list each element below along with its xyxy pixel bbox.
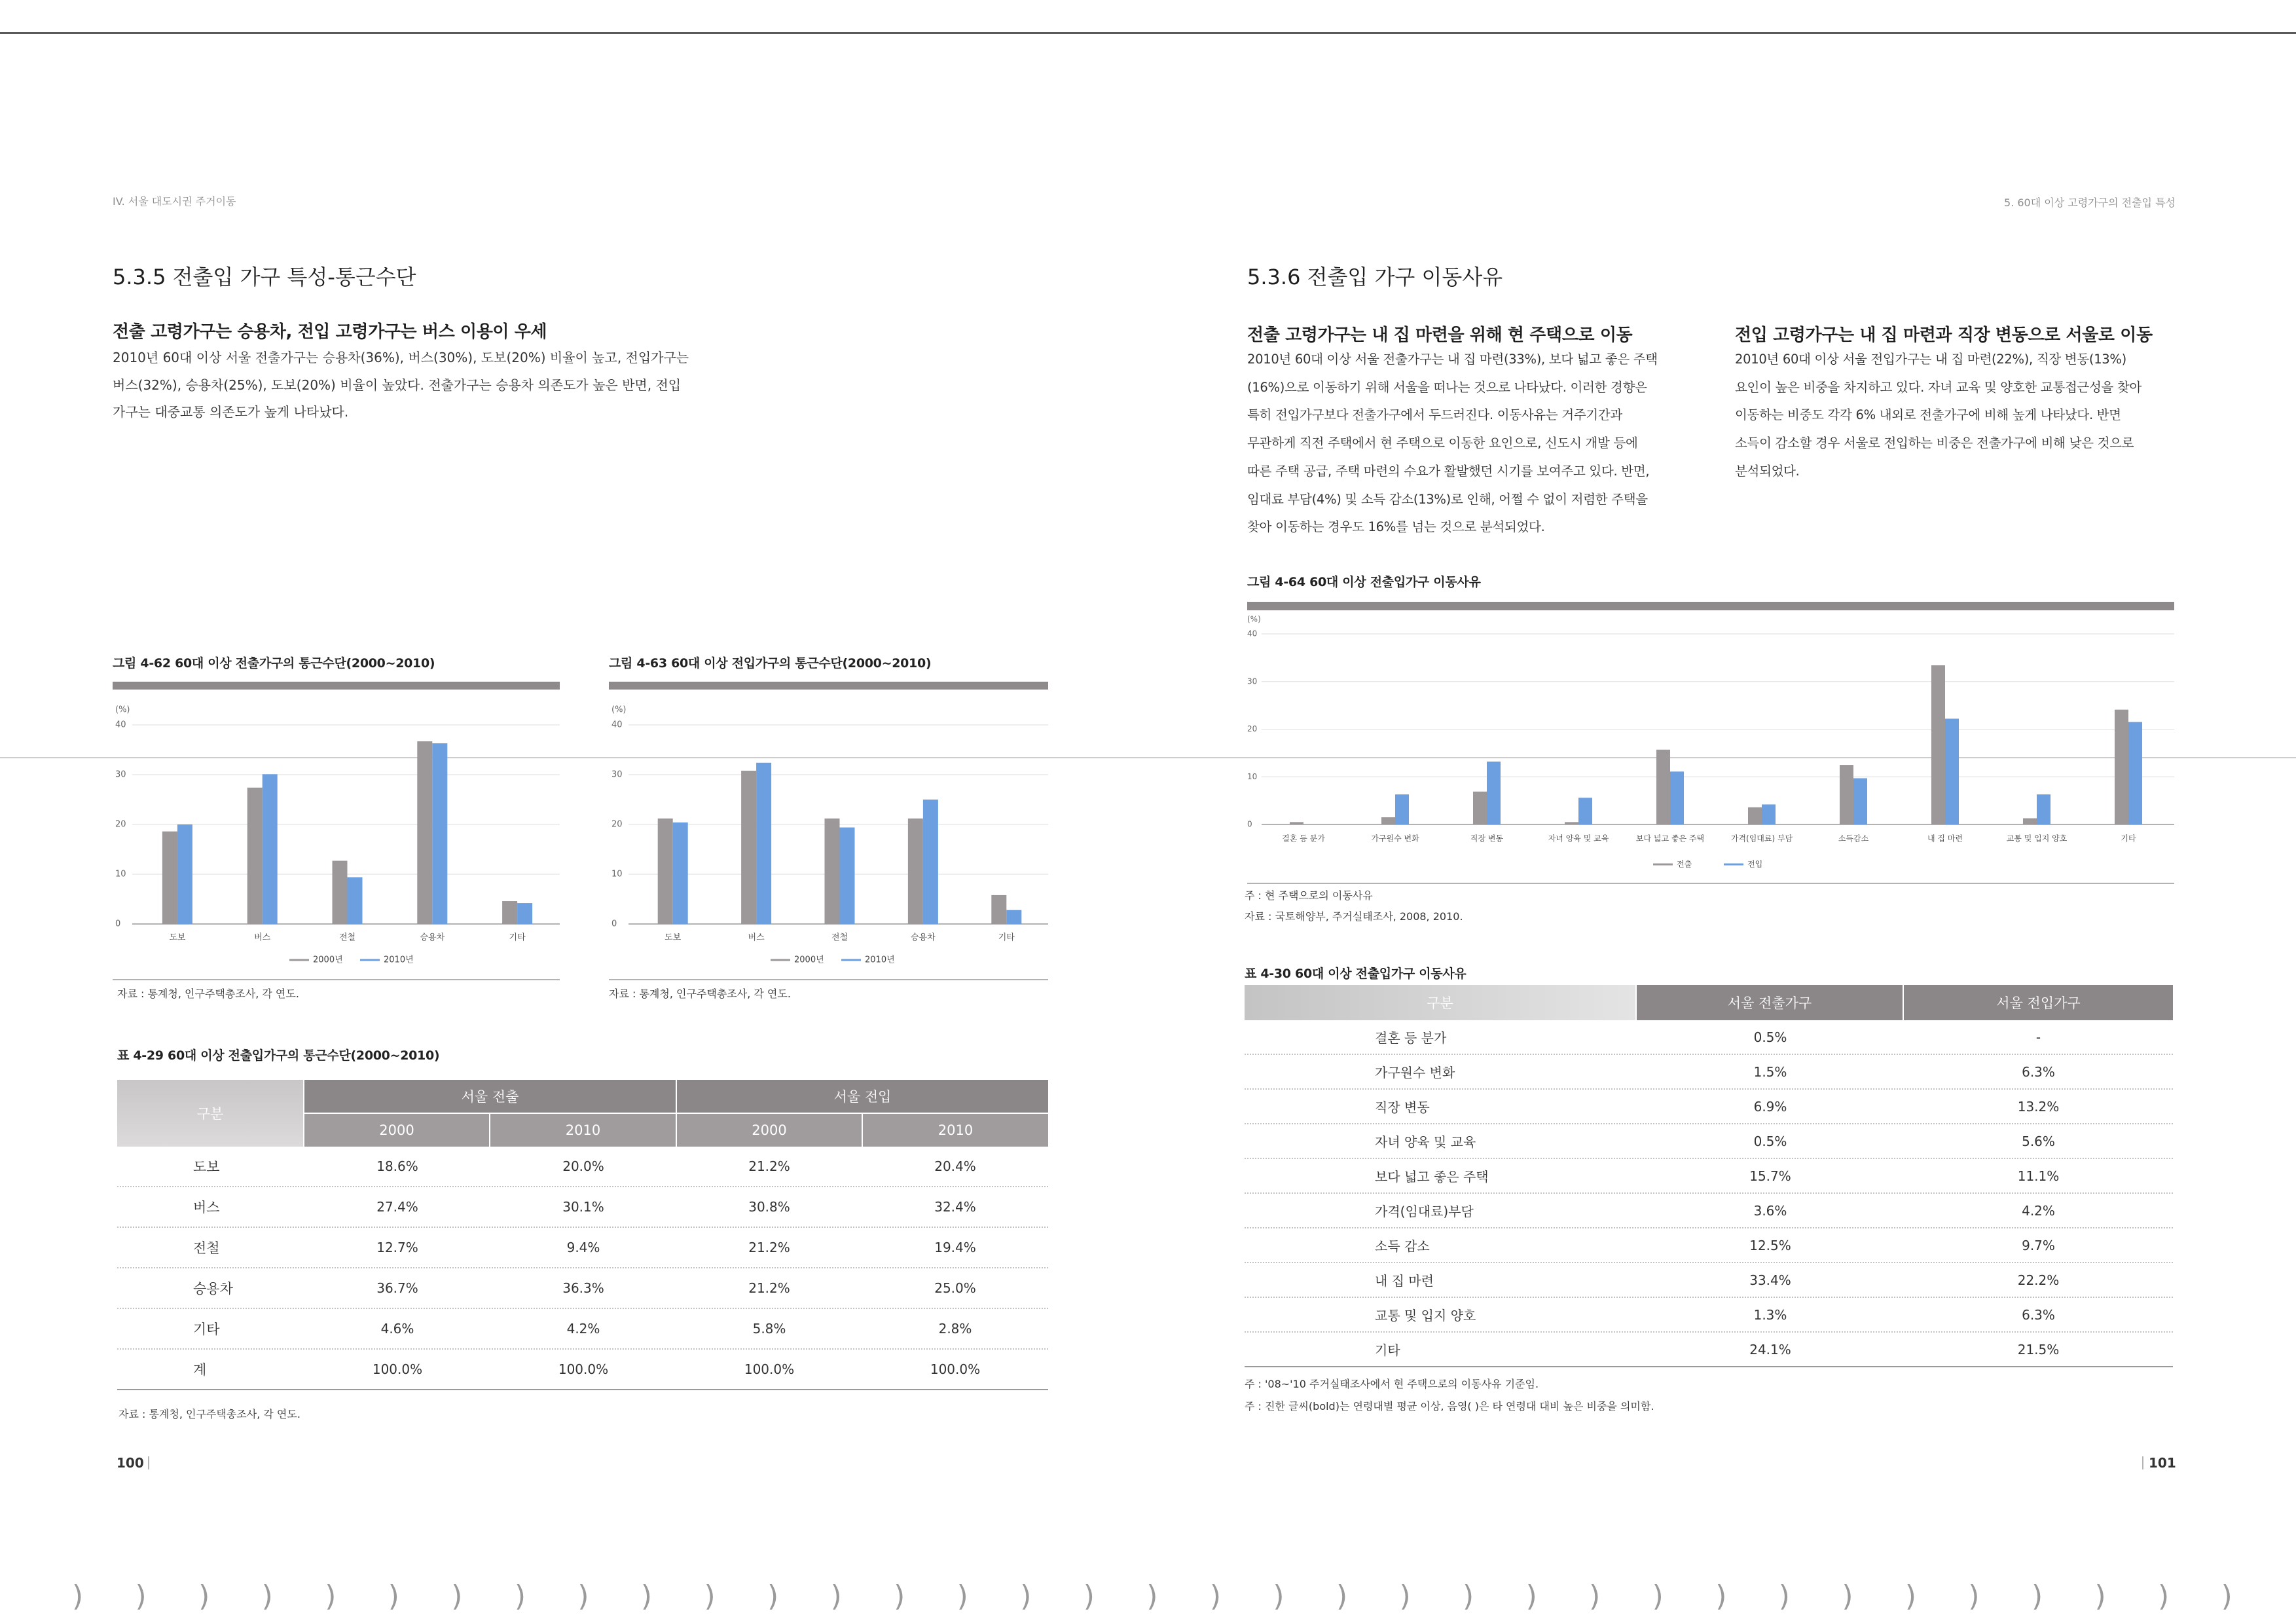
table-cell: 100.0% [558,1361,609,1377]
y-tick-label: 20 [611,819,623,830]
binder-ring-mark: ) [1020,1579,1032,1613]
binder-ring-mark: ) [2158,1579,2170,1613]
figure-header-bar [113,682,560,690]
bar-series1 [658,819,673,924]
table-cell: 100.0% [930,1361,981,1377]
binder-ring-mark: ) [514,1579,526,1613]
x-category-label: 버스 [254,932,271,943]
table-row [1245,1124,2173,1159]
figure-4-63-chart [609,694,1048,980]
table-cell: 32.4% [934,1199,976,1215]
figure-4-63-title: 그림 4-63 60대 이상 전입가구의 통근수단(2000~2010) [609,656,932,671]
bar-series2 [1670,771,1684,824]
figure-4-64-chart [1247,612,2174,884]
table-body [117,1147,1048,1390]
paragraph-line: 따른 주택 공급, 주택 마련의 수요가 활발했던 시기를 보여주고 있다. 반면, [1247,463,1650,479]
y-tick-label: 40 [115,720,126,730]
binder-ring-mark: ) [1083,1579,1095,1613]
table-cell: 4.2% [566,1321,600,1337]
table-row-label: 계 [193,1362,207,1378]
figure-header-bar [609,682,1048,690]
y-tick-label: 40 [611,720,623,730]
bar-series1 [1565,822,1578,824]
bar-series1 [1290,822,1303,824]
x-category-label: 전철 [338,932,356,943]
table-row [1245,1298,2173,1333]
binder-ring-mark: ) [577,1579,589,1613]
binder-ring-mark: ) [135,1579,147,1613]
table-cell: 100.0% [744,1361,795,1377]
table-cell: 0.5% [1753,1029,1787,1045]
table-cell: 20.4% [934,1158,976,1174]
table-row [117,1187,1048,1228]
table-row [1245,1090,2173,1124]
y-tick-label: 30 [115,769,126,780]
x-category-label: 도보 [665,932,682,943]
figure-4-63-source: 자료 : 통계청, 인구주택총조사, 각 연도. [609,987,791,1000]
legend-label: 2000년 [313,955,343,965]
table-cell: 11.1% [2017,1168,2060,1184]
bar-series1 [2115,710,2128,824]
binder-ring-mark: ) [894,1579,905,1613]
table-4-29-title: 표 4-29 60대 이상 전출입가구의 통근수단(2000~2010) [117,1048,440,1063]
paragraph-line: 분석되었다. [1735,463,1800,479]
binder-ring-mark: ) [2031,1579,2043,1613]
paragraph-commute [113,344,689,426]
table-cell: 15.7% [1749,1168,1791,1184]
paragraph-line: 찾아 이동하는 경우도 16%를 넘는 것으로 분석되었다. [1247,519,1545,535]
table-cell: 2.8% [938,1321,972,1337]
binder-ring-mark: ) [640,1579,653,1613]
x-category-label: 기타 [998,932,1015,943]
table-cell: 21.2% [748,1158,790,1174]
paragraph-line: 특히 전입가구보다 전출가구에서 두드러진다. 이동사유는 거주기간과 [1247,407,1622,423]
table-row [1245,1159,2173,1194]
table-row [1245,1228,2173,1263]
table-4-30-note: 주 : '08~'10 주거실태조사에서 현 주택으로의 이동사유 기준임. [1245,1378,1539,1390]
bar-series2 [432,743,447,924]
table-cell: 22.2% [2017,1272,2060,1288]
table-cell: 36.3% [562,1280,604,1296]
binder-ring-mark: ) [198,1579,210,1613]
table-cell: 18.6% [376,1158,418,1174]
table-row-label: 가구원수 변화 [1375,1065,1455,1080]
paragraph-line: 가구는 대중교통 의존도가 높게 나타났다. [113,404,349,420]
bar-series2 [2037,794,2050,824]
table-cell: 21.2% [748,1280,790,1296]
bar-series2 [1395,794,1409,824]
table-4-30 [1245,985,2173,1367]
table-row [1245,1020,2173,1055]
legend-label: 전출 [1677,859,1692,869]
bar-series2 [923,800,938,924]
bar-series2 [1487,762,1501,824]
binder-ring-mark: ) [2094,1579,2106,1613]
table-cell: 13.2% [2017,1098,2060,1115]
bar-series1 [1656,750,1670,824]
figure-header-bar [1247,602,2174,610]
table-header [117,1080,1048,1147]
binder-ring-mark: ) [1715,1579,1727,1613]
y-tick-label: 10 [611,869,623,879]
x-category-label: 기타 [2121,834,2136,843]
table-row [1245,1333,2173,1367]
bar-series2 [263,774,278,924]
table-header-seoul-out: 서울 전출 [304,1080,676,1113]
table-row [117,1268,1048,1309]
table-row [117,1147,1048,1187]
binder-ring-mark: ) [1904,1579,1917,1613]
paragraph-line: 임대료 부담(4%) 및 소득 감소(13%)로 인해, 어쩔 수 없이 저렴한 주택을 [1247,491,1648,507]
table-cell: 6.9% [1753,1098,1787,1115]
x-category-label: 자녀 양육 및 교육 [1548,834,1609,843]
y-tick-label: 30 [1247,676,1258,686]
binder-ring-mark: ) [1968,1579,1980,1613]
binder-ring-mark: ) [1399,1579,1411,1613]
table-cell: 4.2% [2022,1202,2055,1219]
table-cell: 100.0% [372,1361,423,1377]
paragraph-line: 이동하는 비중도 각각 6% 내외로 전출가구에 비해 높게 나타났다. 반면 [1735,407,2121,423]
bar-series1 [247,788,263,924]
y-tick-label: 0 [1247,819,1252,829]
x-category-label: 교통 및 입지 양호 [2006,834,2068,843]
table-body [1245,1020,2173,1367]
y-tick-label: 20 [1247,724,1258,733]
table-cell: 6.3% [2022,1063,2055,1080]
table-cell: 3.6% [1753,1202,1787,1219]
table-cell: 1.3% [1753,1306,1787,1323]
binder-ring-mark: ) [1463,1579,1474,1613]
table-row [117,1350,1048,1390]
table-cell: 36.7% [376,1280,418,1296]
paragraph-line: 소득이 감소할 경우 서울로 전입하는 비중은 전출가구에 비해 낮은 것으로 [1735,435,2134,451]
table-header-seoul-out-households: 서울 전출가구 [1637,985,1903,1020]
binder-ring-mark: ) [957,1579,968,1613]
top-rule [0,32,2296,34]
y-tick-label: 10 [115,869,126,879]
y-tick-label: 30 [611,769,623,780]
table-cell: 19.4% [934,1240,976,1255]
binder-ring-mark: ) [704,1579,716,1613]
bar-series2 [1853,778,1867,824]
y-axis-unit-label: (%) [115,705,130,715]
binder-ring-mark: ) [767,1579,779,1613]
table-cell: 20.0% [562,1158,604,1174]
binder-rings [72,1579,2232,1613]
paragraph-line: 요인이 높은 비중을 차지하고 있다. 자녀 교육 및 양호한 교통접근성을 찾아 [1735,379,2141,395]
paragraph-line: 무관하게 직전 주택에서 현 주택으로 이동한 요인으로, 신도시 개발 등에 [1247,435,1638,451]
table-header-year: 2000 [677,1114,862,1147]
table-cell: 5.8% [752,1321,786,1337]
binder-ring-mark: ) [1842,1579,1853,1613]
section-title-5-3-6: 5.3.6 전출입 가구 이동사유 [1247,265,1503,289]
x-category-label: 버스 [748,932,765,943]
page-number-right: 101 [2149,1455,2176,1471]
legend-label: 2010년 [384,955,414,965]
table-row-label: 기타 [1375,1342,1400,1358]
bar-series1 [2023,819,2037,824]
binder-ring-mark: ) [1778,1579,1790,1613]
paragraph-line: 2010년 60대 이상 서울 전출가구는 내 집 마련(33%), 보다 넓고 좋은 주택 [1247,352,1658,367]
table-row [117,1228,1048,1268]
binder-ring-mark: ) [325,1579,337,1613]
table-cell: 33.4% [1749,1272,1791,1288]
bar-series1 [1748,807,1762,824]
bar-series1 [825,819,840,924]
figure-4-62-title: 그림 4-62 60대 이상 전출가구의 통근수단(2000~2010) [113,656,435,671]
bar-series1 [741,771,756,924]
table-row-label: 직장 변동 [1375,1099,1430,1115]
table-row [1245,1194,2173,1228]
table-cell: 21.2% [748,1240,790,1255]
table-cell: 0.5% [1753,1133,1787,1149]
bar-series2 [840,828,855,924]
x-category-label: 가구원수 변화 [1371,834,1419,843]
bar-series2 [517,903,532,924]
legend-label: 2010년 [865,955,895,965]
bar-series1 [162,832,177,924]
table-cell: 9.7% [2022,1237,2055,1253]
x-category-label: 직장 변동 [1470,834,1504,843]
bar-series1 [502,901,517,924]
table-4-30-title: 표 4-30 60대 이상 전출입가구 이동사유 [1245,967,1467,981]
table-row [1245,1263,2173,1298]
bar-series2 [673,822,688,924]
figure-4-64-note: 주 : 현 주택으로의 이동사유 [1245,889,1373,902]
y-tick-label: 20 [115,819,126,830]
legend-label: 2000년 [794,955,824,965]
table-header-seoul-in-households: 서울 전입가구 [1904,985,2173,1020]
y-tick-label: 0 [611,919,617,929]
table-4-29 [117,1080,1048,1390]
y-tick-label: 10 [1247,771,1258,781]
binder-ring-mark: ) [1652,1579,1664,1613]
bar-series1 [1931,665,1945,824]
paragraph-line: 버스(32%), 승용차(25%), 도보(20%) 비율이 높았다. 전출가구는 승용차 의존도가 높은 반면, 전입 [113,377,682,393]
bar-series1 [1473,792,1487,824]
table-header-year: 2000 [304,1114,489,1147]
subheading-commute: 전출 고령가구는 승용차, 전입 고령가구는 버스 이용이 우세 [113,322,547,342]
table-4-29-source: 자료 : 통계청, 인구주택총조사, 각 연도. [118,1408,301,1420]
x-category-label: 결혼 등 분가 [1282,834,1325,843]
binder-ring-mark: ) [2221,1579,2232,1613]
bar-series1 [333,860,348,924]
bar-series2 [177,824,192,924]
table-cell: 21.5% [2017,1341,2060,1357]
table-row-label: 전철 [193,1240,220,1256]
subheading-move-in: 전입 고령가구는 내 집 마련과 직장 변동으로 서울로 이동 [1735,325,2153,345]
table-cell: 30.8% [748,1199,790,1215]
bar-series2 [1006,910,1021,924]
paragraph-move-in [1735,346,2141,486]
subheading-move-out: 전출 고령가구는 내 집 마련을 위해 현 주택으로 이동 [1247,325,1633,345]
y-tick-label: 40 [1247,629,1258,638]
table-cell: 5.6% [2022,1133,2055,1149]
bar-series2 [1945,718,1959,824]
figure-4-64-source: 자료 : 국토해양부, 주거실태조사, 2008, 2010. [1245,910,1463,923]
table-cell: 24.1% [1749,1341,1791,1357]
x-category-label: 도보 [169,932,186,943]
figure-4-62-chart [113,694,560,980]
table-header-year: 2010 [863,1114,1048,1147]
table-4-30-note: 주 : 진한 글씨(bold)는 연령대별 평균 이상, 음영( )은 타 연령대 대비 높은 비중을 의미함. [1245,1400,1654,1412]
table-cell: 12.7% [376,1240,418,1255]
x-category-label: 승용차 [420,932,445,943]
binder-ring-mark: ) [261,1579,273,1613]
table-cell: 12.5% [1749,1237,1791,1253]
table-cell: 30.1% [562,1199,604,1215]
x-category-label: 가격(임대료) 부담 [1730,834,1793,843]
bar-series1 [1381,817,1395,824]
table-cell: 4.6% [380,1321,414,1337]
paragraph-line: (16%)으로 이동하기 위해 서울을 떠나는 것으로 나타났다. 이러한 경향은 [1247,379,1647,395]
binder-ring-mark: ) [1209,1579,1222,1613]
x-category-label: 소득감소 [1838,834,1869,843]
binder-ring-mark: ) [830,1579,842,1613]
table-header-seoul-in: 서울 전입 [677,1080,1048,1113]
table-row-label: 내 집 마련 [1375,1273,1434,1289]
table-cell: 1.5% [1753,1063,1787,1080]
bar-series2 [348,877,363,924]
table-row-label: 승용차 [193,1281,233,1297]
running-head-right: 5. 60대 이상 고령가구의 전출입 특성 [2004,196,2176,209]
table-row-label: 버스 [193,1200,220,1215]
table-header-year: 2010 [490,1114,676,1147]
bar-series1 [1840,765,1853,824]
binder-ring-mark: ) [451,1579,463,1613]
table-cell: 27.4% [376,1199,418,1215]
x-category-label: 전철 [831,932,848,943]
x-category-label: 내 집 마련 [1927,834,1963,843]
x-category-label: 승용차 [911,932,936,943]
paragraph-move-out [1247,346,1658,542]
legend-label: 전입 [1747,859,1763,869]
table-row [117,1309,1048,1350]
table-header-gubun: 구분 [1245,985,1635,1020]
y-axis-unit-label: (%) [1247,614,1261,624]
table-cell: 6.3% [2022,1306,2055,1323]
table-cell: 9.4% [566,1240,600,1255]
paragraph-line: 2010년 60대 이상 서울 전출가구는 승용차(36%), 버스(30%), 도보(20%) 비율이 높고, 전입가구는 [113,350,689,365]
page-number-divider [148,1456,149,1469]
figure-4-64-title: 그림 4-64 60대 이상 전출입가구 이동사유 [1247,575,1481,589]
x-category-label: 보다 넓고 좋은 주택 [1635,834,1705,843]
binder-ring-mark: ) [388,1579,399,1613]
page-number-divider [2142,1456,2143,1469]
x-category-label: 기타 [509,932,526,943]
bar-series2 [756,763,771,924]
binder-ring-mark: ) [1525,1579,1537,1613]
table-header [1245,985,2173,1020]
table-row-label: 교통 및 입지 양호 [1375,1308,1476,1323]
table-row-label: 기타 [193,1321,220,1337]
binder-ring-mark: ) [1589,1579,1601,1613]
binder-ring-mark: ) [1146,1579,1158,1613]
figure-4-62-source: 자료 : 통계청, 인구주택총조사, 각 연도. [117,987,299,1000]
bar-series2 [1578,798,1592,824]
bar-series2 [2128,722,2142,824]
section-title-5-3-5: 5.3.5 전출입 가구 특성-통근수단 [113,265,416,289]
bar-series1 [417,741,432,924]
table-row-label: 가격(임대료)부담 [1375,1204,1474,1219]
table-cell: 25.0% [934,1280,976,1296]
binder-ring-mark: ) [1336,1579,1348,1613]
table-header-gubun: 구분 [117,1080,303,1147]
bar-series2 [1762,804,1776,824]
bar-series1 [991,895,1006,924]
binder-ring-mark: ) [72,1579,84,1613]
table-row-label: 도보 [193,1159,220,1175]
table-row-label: 자녀 양육 및 교육 [1375,1134,1476,1150]
y-axis-unit-label: (%) [611,705,627,715]
y-tick-label: 0 [115,919,121,929]
paragraph-line: 2010년 60대 이상 서울 전입가구는 내 집 마련(22%), 직장 변동(13%) [1735,352,2126,367]
table-row-label: 보다 넓고 좋은 주택 [1375,1169,1489,1185]
table-row [1245,1055,2173,1090]
table-row-label: 결혼 등 분가 [1375,1030,1447,1046]
table-row-label: 소득 감소 [1375,1238,1430,1254]
running-head-left: IV. 서울 대도시권 주거이동 [113,195,236,208]
page-number-left: 100 [117,1455,144,1471]
table-cell: - [2035,1029,2041,1045]
binder-ring-mark: ) [1273,1579,1285,1613]
bar-series1 [908,819,923,924]
